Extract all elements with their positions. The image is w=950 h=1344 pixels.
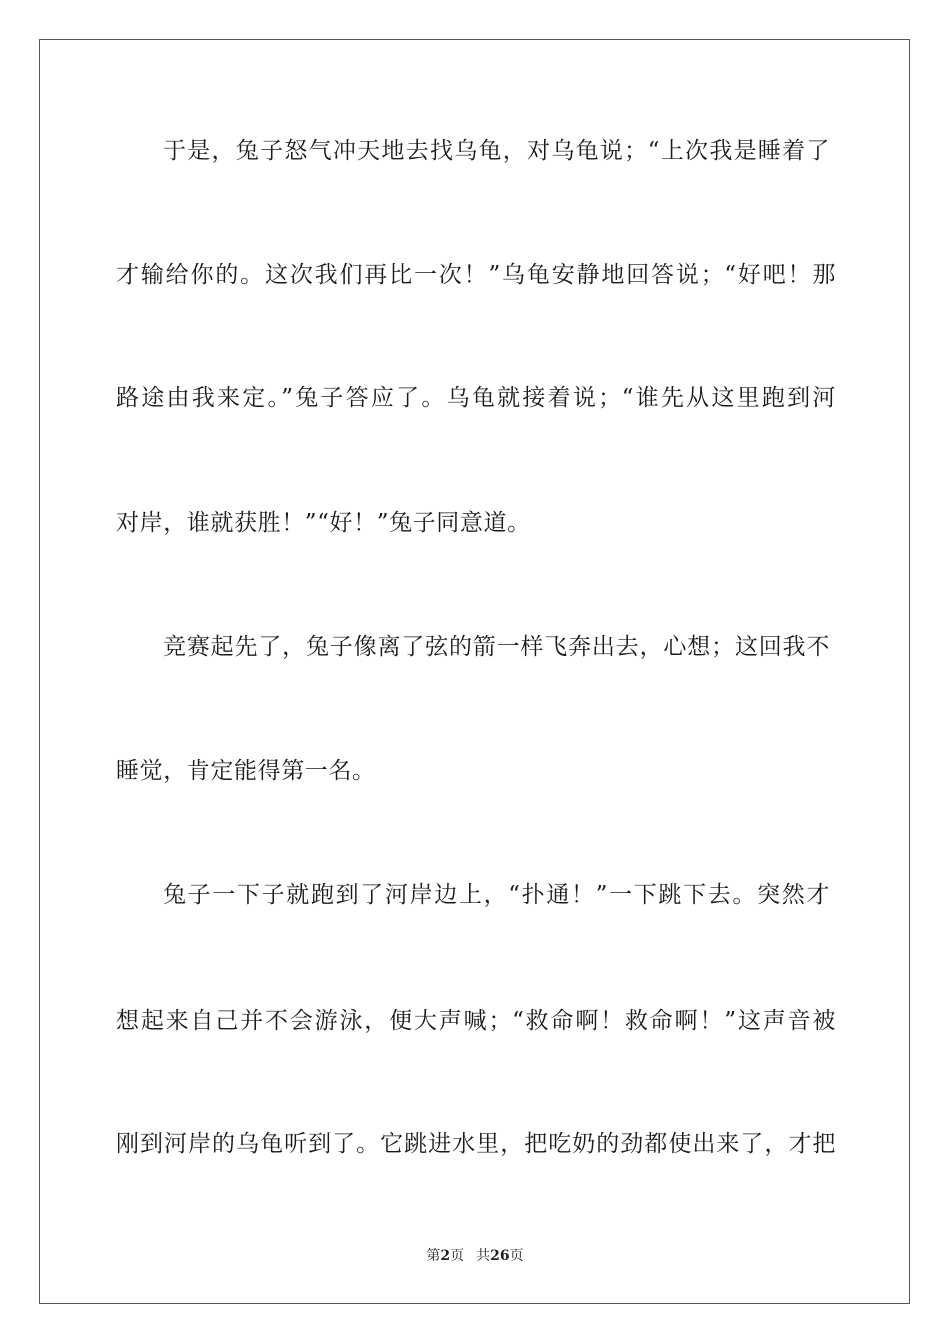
paragraph-line: 对岸，谁就获胜！”“好！”兔子同意道。 — [116, 510, 531, 536]
total-pages-number: 26 — [490, 1248, 510, 1264]
page-footer — [0, 1247, 950, 1265]
current-page-number: 2 — [440, 1248, 451, 1264]
paragraph-line: 想起来自己并不会游泳，便大声喊；“救命啊！救命啊！”这声音被 — [116, 1008, 836, 1034]
total-suffix: 页 — [509, 1248, 524, 1264]
paragraph-line: 刚到河岸的乌龟听到了。它跳进水里，把吃奶的劲都使出来了，才把 — [116, 1131, 836, 1157]
page-prefix: 第 — [426, 1248, 441, 1264]
paragraph-line: 睡觉，肯定能得第一名。 — [116, 758, 376, 784]
paragraph-line: 兔子一下子就跑到了河岸边上，“扑通！”一下跳下去。突然才 — [163, 882, 830, 908]
page-border — [39, 39, 910, 1304]
paragraph-line: 竞赛起先了，兔子像离了弦的箭一样飞奔出去，心想；这回我不 — [163, 634, 830, 660]
paragraph-line: 才输给你的。这次我们再比一次！”乌龟安静地回答说；“好吧！那 — [116, 262, 836, 288]
paragraph-line: 路途由我来定。”兔子答应了。乌龟就接着说；“谁先从这里跑到河 — [116, 385, 836, 411]
paragraph-line: 于是，兔子怒气冲天地去找乌龟，对乌龟说；“上次我是睡着了 — [163, 138, 830, 164]
total-prefix: 共 — [476, 1248, 491, 1264]
page-suffix: 页 — [450, 1248, 465, 1264]
